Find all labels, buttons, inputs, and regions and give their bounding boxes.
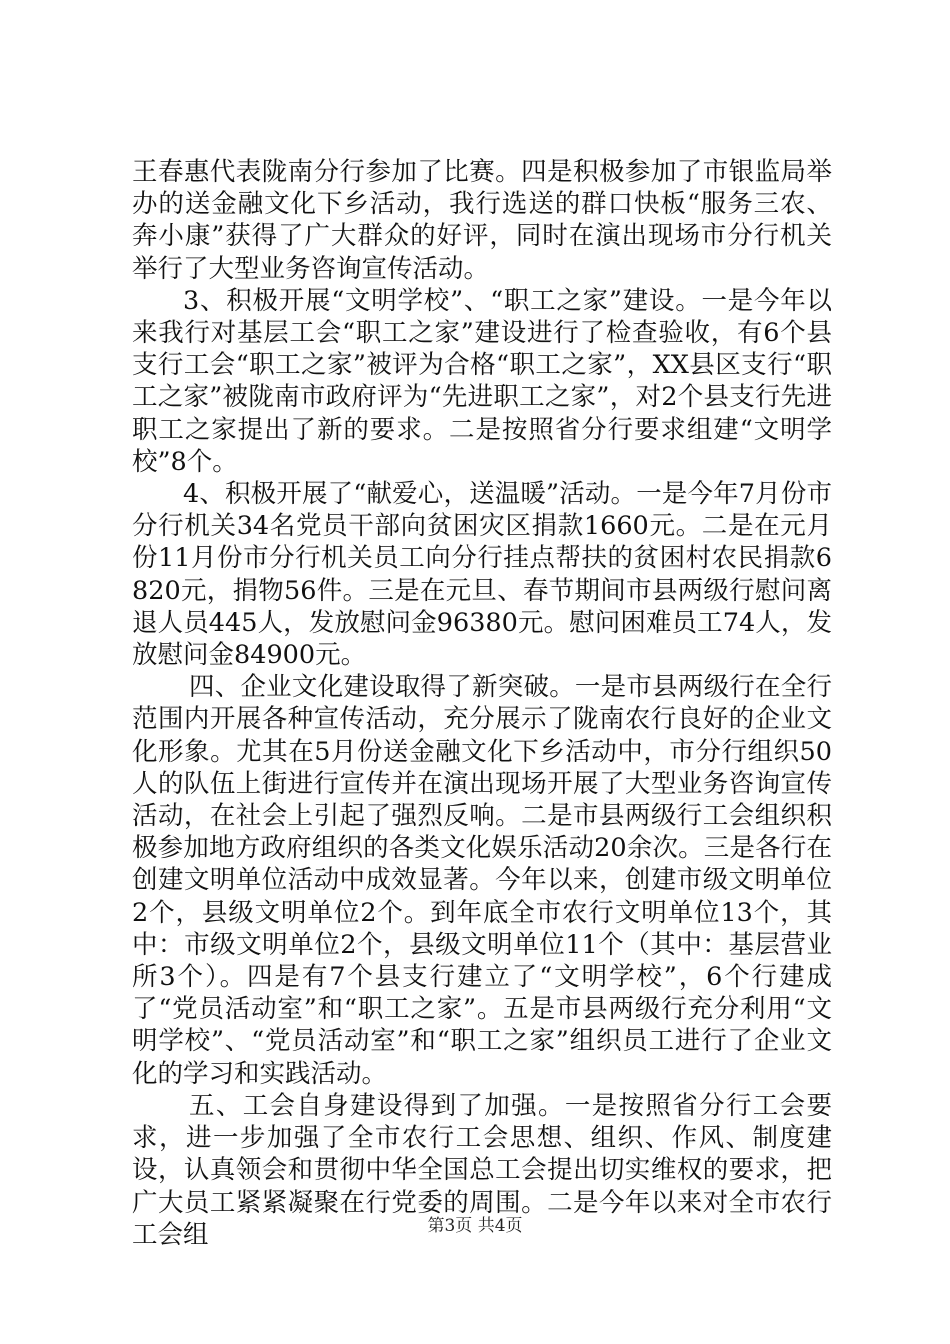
paragraph-2: 3、积极开展“文明学校”、“职工之家”建设。一是今年以来我行对基层工会“职工之家”建设进行了检查验收，有6个县支行工会“职工之家”被评为合格“职工之家”，XX县区支行“职工之家”被陇南市政府评为“先进职工之家”，对2个县支行先进职工之家提出了新的要求。二是按照省分行要求组建“文明学校”8个。 (132, 285, 832, 477)
paragraph-5: 五、工会自身建设得到了加强。一是按照省分行工会要求，进一步加强了全市农行工会思想、组织、作风、制度建设，认真领会和贯彻中华全国总工会提出切实维权的要求，把广大员工紧紧凝聚在行党委的周围。二是今年以来对全市农行工会组 (132, 1090, 832, 1250)
page-footer: 第3页 共4页 (427, 1216, 523, 1236)
paragraph-1: 王春惠代表陇南分行参加了比赛。四是积极参加了市银监局举办的送金融文化下乡活动，我行选送的群口快板“服务三农、奔小康”获得了广大群众的好评，同时在演出现场市分行机关举行了大型业务咨询宣传活动。 (132, 157, 832, 284)
paragraph-4: 四、企业文化建设取得了新突破。一是市县两级行在全行范围内开展各种宣传活动，充分展示了陇南农行良好的企业文化形象。尤其在5月份送金融文化下乡活动中，市分行组织50人的队伍上街进行宣传并在演出现场开展了大型业务咨询宣传活动，在社会上引起了强烈反响。二是市县两级行工会组织积极参加地方政府组织的各类文化娱乐活动20余次。三是各行在创建文明单位活动中成效显著。今年以来，创建市级文明单位2个，县级文明单位2个。到年底全市农行文明单位13个，其中：市级文明单位2个，县级文明单位11个（其中：基层营业所3个）。四是有7个县支行建立了“文明学校”，6个行建成了“党员活动室”和“职工之家”。五是市县两级行充分利用“文明学校”、“党员活动室”和“职工之家”组织员工进行了企业文化的学习和实践活动。 (132, 672, 832, 1089)
paragraph-3: 4、积极开展了“献爱心，送温暖”活动。一是今年7月份市分行机关34名党员干部向贫困灾区捐款1660元。二是在元月份11月份市分行机关员工向分行挂点帮扶的贫困村农民捐款6820元，捐物56件。三是在元旦、春节期间市县两级行慰问离退人员445人，发放慰问金96380元。慰问困难员工74人，发放慰问金84900元。 (132, 479, 832, 671)
document-body (132, 156, 832, 1251)
